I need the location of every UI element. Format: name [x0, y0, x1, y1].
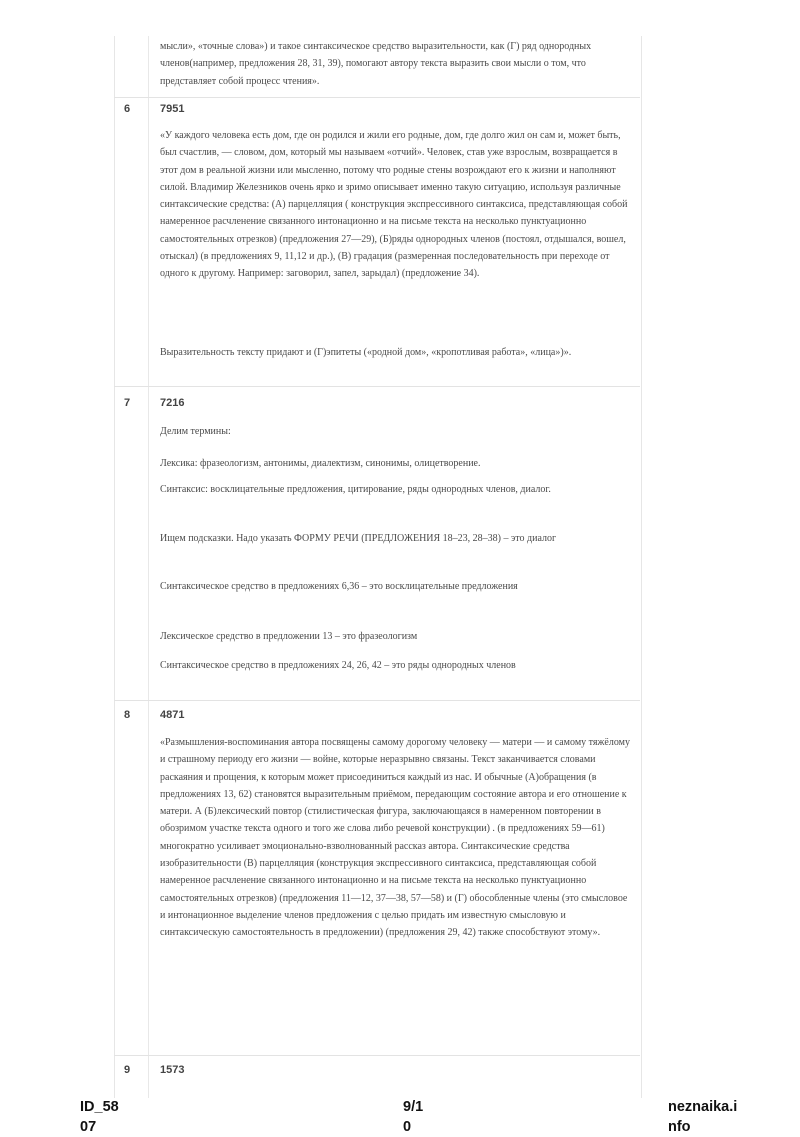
- column-divider: [148, 36, 149, 1098]
- row6-answer-text: «У каждого человека есть дом, где он родился и жили его родные, дом, где долго жил он сам и, может быть, был счастлив, — словом, дом, который мы называем «отчий». Человек, став уже взрослым, возвращается в этот дом в реальной жизни или мысленно, потому что родные стены возрождают его к жизни и наполняют силой. Владимир Железников очень ярко и зримо описывает именно такую ситуацию, используя различные синтаксические средства: (А) парцелляция ( конструкция экспрессивного синтаксиса, представляющая собой намеренное расчленение связанного интонационно и на письме текста на несколько пунктуационно самостоятельных отрезков) (предложения 27—29), (Б)ряды однородных членов (постоял, отдышался, вошел, отыскал) (в предложениях 9, 11,12 и др.), (В) градация (размеренная последовательность при переходе от одного к другому. Например: заговорил, запел, зарыдал) (предложение 34).: [160, 130, 628, 280]
- row7-line: Синтаксис: восклицательные предложения, цитирование, ряды однородных членов, диалог.: [160, 484, 551, 495]
- footer-page-number: 9/1 0: [403, 1099, 424, 1135]
- row-number: 6: [124, 103, 131, 115]
- row7-line: Лексика: фразеологизм, антонимы, диалектизм, синонимы, олицетворение.: [160, 458, 481, 469]
- task-id: 7216: [160, 397, 185, 409]
- footer-site-name: neznaika.i nfo: [668, 1099, 738, 1135]
- row-divider: [114, 1055, 640, 1056]
- footer-doc-id: ID_58 07: [80, 1099, 119, 1135]
- row-divider: [114, 386, 640, 387]
- row7-line: Делим термины:: [160, 426, 231, 437]
- row6-answer-text-2: Выразительность тексту придают и (Г)эпитеты («родной дом», «кропотливая работа», «лица»)».: [160, 347, 572, 358]
- task-id: 7951: [160, 103, 185, 115]
- task-id: 1573: [160, 1064, 185, 1076]
- row7-line: Лексическое средство в предложении 13 – это фразеологизм: [160, 631, 418, 642]
- task-id: 4871: [160, 709, 185, 721]
- row-number: 7: [124, 397, 131, 409]
- row-divider: [114, 700, 640, 701]
- row-number: 9: [124, 1064, 131, 1076]
- row-prev-text: мысли», «точные слова») и такое синтаксическое средство выразительности, как (Г) ряд однородных членов(например, предложения 28, 31, 39), помогают автору текста выразить свои мысли о том, что представляет собой процесс чтения».: [160, 41, 592, 87]
- row-divider: [114, 97, 640, 98]
- row7-line: Ищем подсказки. Надо указать ФОРМУ РЕЧИ (ПРЕДЛОЖЕНИЯ 18–23, 28–38) – это диалог: [160, 533, 557, 544]
- row7-line: Синтаксическое средство в предложениях 24, 26, 42 – это ряды однородных членов: [160, 660, 516, 671]
- row-number: 8: [124, 709, 131, 721]
- row7-line: Синтаксическое средство в предложениях 6,36 – это восклицательные предложения: [160, 581, 518, 592]
- row8-answer-text: «Размышления-воспоминания автора посвящены самому дорогому человеку — матери — и самому тяжёлому и страшному периоду его жизни — войне, которые неразрывно связаны. Текст заканчивается словами раскаяния и прощения, к которым может присоединиться каждый из нас. И обычные (А)обращения (в предложениях 13, 62) становятся выразительным приёмом, передающим состояние автора и его отношение к матери. А (Б)лексический повтор (стилистическая фигура, заключающаяся в намеренном повторении в обозримом участке текста одного и того же слова либо речевой конструкции) . (в предложениях 59—61) многократно усиливает эмоционально-взволнованный рассказ автора. Синтаксические средства изобразительности (В) парцелляция (конструкция экспрессивного синтаксиса, представляющая собой намеренное расчленение связанного интонационно и на письме текста на несколько пунктуационно самостоятельных отрезков) (предложения 11—12, 37—38, 57—58) и (Г) обособленные члены (это смысловое и интонационное выделение членов предложения с целью придать им известную смысловую и синтаксическую самостоятельность в предложении) (предложения 29, 42) также способствуют этому».: [160, 737, 630, 939]
